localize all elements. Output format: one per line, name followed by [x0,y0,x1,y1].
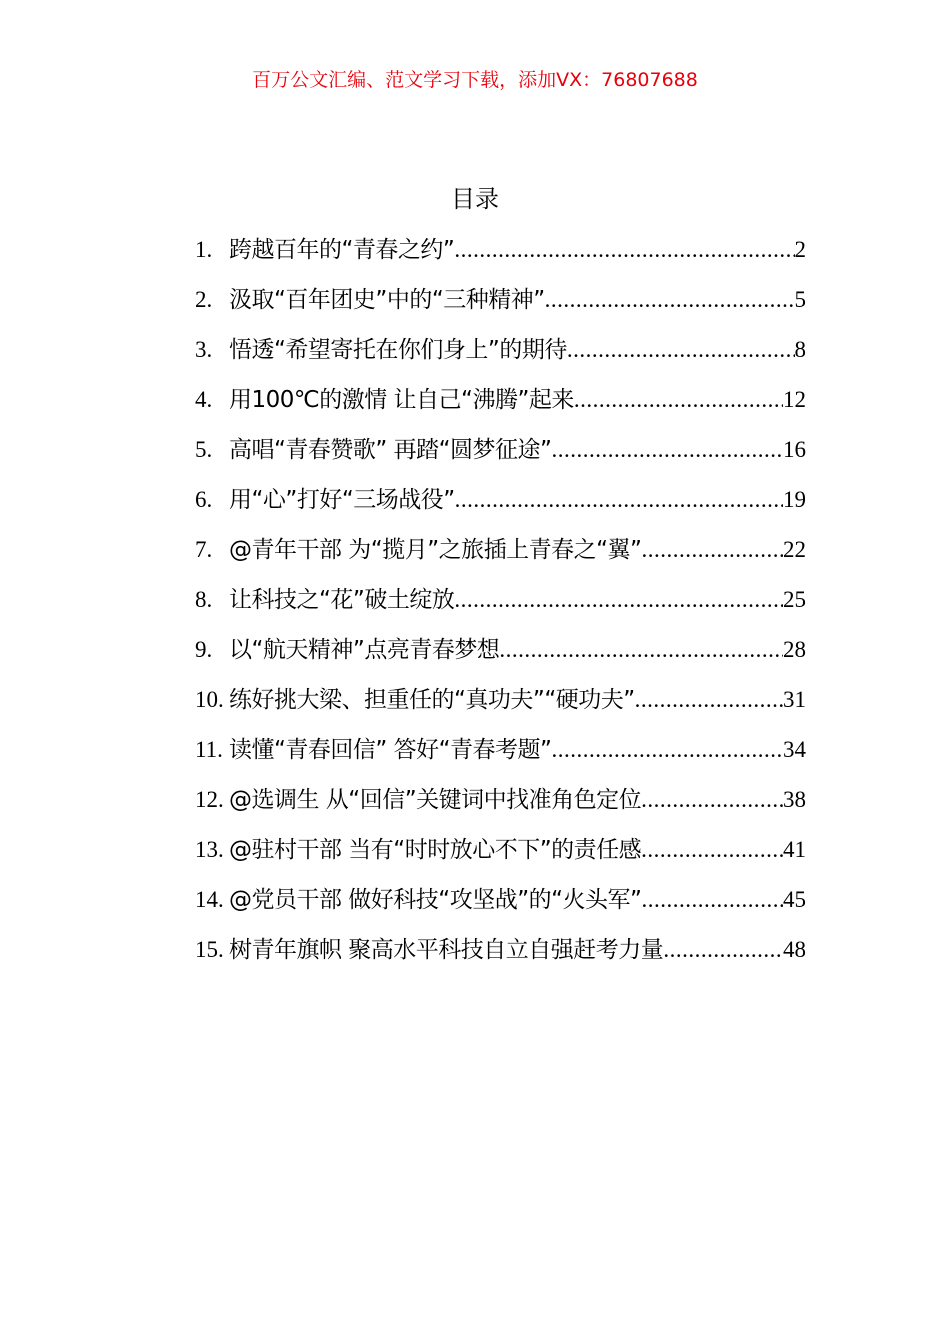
toc-dot-leader [574,382,783,418]
toc-entry-number: 10. [195,687,224,712]
toc-entry[interactable] [195,782,806,832]
toc-entry-page: 28 [783,637,806,662]
toc-title: 目录 [451,185,499,213]
toc-entry-title: @党员干部 做好科技“攻坚战”的“火头军” [229,887,642,913]
toc-entry[interactable] [195,482,806,532]
toc-entry-page: 31 [783,687,806,712]
toc-entry-number: 1. [195,237,213,262]
header-watermark-text: 百万公文汇编、范文学习下载，添加VX：76807688 [252,69,698,91]
toc-entry-page: 41 [783,837,806,862]
toc-entry-page: 5 [794,287,806,312]
toc-dot-leader [635,682,783,718]
toc-entry-page: 2 [794,237,806,262]
toc-entry-title: 悟透“希望寄托在你们身上”的期待 [229,337,567,363]
toc-entry-title: 树青年旗帜 聚高水平科技自立自强赶考力量 [229,937,664,963]
toc-entry-number: 12. [195,787,224,812]
toc-entry[interactable] [195,882,806,932]
toc-entry-title: @驻村干部 当有“时时放心不下”的责任感 [229,837,642,863]
toc-entry-page: 38 [783,787,806,812]
toc-entry[interactable] [195,632,806,682]
toc-entry[interactable] [195,932,806,982]
toc-entry-title: @选调生 从“回信”关键词中找准角色定位 [229,787,642,813]
toc-entry-title: 跨越百年的“青春之约” [229,237,455,263]
toc-entry-number: 2. [195,287,213,312]
toc-entry-title: 用100℃的激情 让自己“沸腾”起来 [229,387,574,413]
toc-entry-number: 5. [195,437,213,462]
toc-entry-page: 34 [783,737,806,762]
toc-entry-number: 3. [195,337,213,362]
toc-entry[interactable] [195,382,806,432]
toc-dot-leader [641,532,783,568]
toc-entry-number: 14. [195,887,224,912]
toc-entry-number: 13. [195,837,224,862]
toc-dot-leader [567,332,795,368]
toc-entry-page: 16 [783,437,806,462]
toc-entry-page: 8 [794,337,806,362]
toc-dot-leader [641,832,783,868]
toc-entry[interactable] [195,332,806,382]
toc-entry-page: 48 [783,937,806,962]
toc-entry-title: 以“航天精神”点亮青春梦想 [229,637,500,663]
toc-entry-title: 读懂“青春回信” 答好“青春考题” [229,737,552,763]
toc-dot-leader [551,432,783,468]
toc-dot-leader [455,482,783,518]
toc-entry-title: 汲取“百年团史”中的“三种精神” [229,287,545,313]
toc-entry-number: 8. [195,587,213,612]
toc-entry-title: 练好挑大梁、担重任的“真功夫”“硬功夫” [229,687,635,713]
toc-dot-leader [551,732,783,768]
toc-entry-number: 6. [195,487,213,512]
toc-entry-title: 用“心”打好“三场战役” [229,487,455,513]
toc-entry[interactable] [195,832,806,882]
toc-entry[interactable] [195,432,806,482]
toc-entry[interactable] [195,232,806,282]
toc-entry-page: 12 [783,387,806,412]
toc-dot-leader [545,282,795,318]
toc-entry-number: 11. [195,737,223,762]
toc-entry[interactable] [195,732,806,782]
toc-entry[interactable] [195,582,806,632]
toc-dot-leader [641,882,783,918]
toc-entry-page: 22 [783,537,806,562]
toc-entry[interactable] [195,682,806,732]
toc-entry-number: 4. [195,387,213,412]
toc-entry-number: 15. [195,937,224,962]
toc-entry-page: 45 [783,887,806,912]
toc-entry-title: @青年干部 为“揽月”之旅插上青春之“翼” [229,537,642,563]
toc-entry-title: 让科技之“花”破土绽放 [229,587,455,613]
toc-entry-number: 9. [195,637,213,662]
toc-dot-leader [663,932,783,968]
toc-dot-leader [641,782,783,818]
toc-dot-leader [499,632,783,668]
toc-entry-number: 7. [195,537,213,562]
toc-dot-leader [454,582,783,618]
toc-entry[interactable] [195,282,806,332]
toc-entry-page: 25 [783,587,806,612]
toc-dot-leader [454,232,794,268]
table-of-contents [195,232,806,982]
toc-entry[interactable] [195,532,806,582]
toc-entry-title: 高唱“青春赞歌” 再踏“圆梦征途” [229,437,552,463]
toc-entry-page: 19 [783,487,806,512]
